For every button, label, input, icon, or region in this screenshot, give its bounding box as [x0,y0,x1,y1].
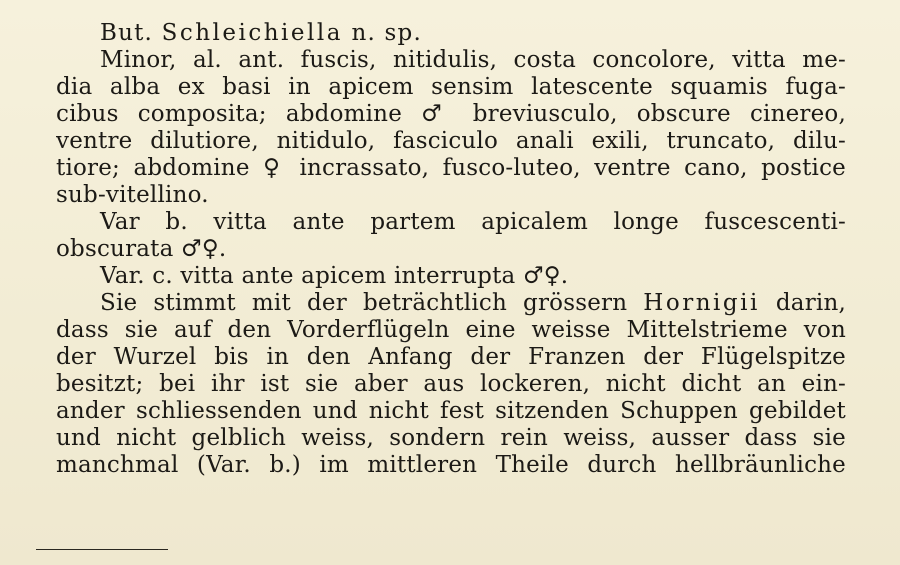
german-paragraph-line: der Wurzel bis in den Anfang der Franzen der Flügelspitze [56,344,846,370]
paragraph-text: Sie stimmt mit der beträchtlich grössern [100,290,628,316]
species-name: Schleichiella [161,20,343,46]
description-line: tiore; abdomine ♀ incrassato, fusco-luteo, ventre cano, postice [56,155,846,181]
paragraph-text: darin, [775,290,846,316]
variety-b-line: Var b. vitta ante partem apicalem longe fuscescenti- [100,209,846,235]
german-paragraph-line: manchmal (Var. b.) im mittleren Theile durch hellbräunliche [56,452,846,478]
species-reference: Hornigii [643,290,760,316]
variety-c-line: Var. c. vitta ante apicem interrupta ♂♀. [100,263,569,289]
genus-abbreviation: But. [100,20,154,46]
description-line: ventre dilutiore, nitidulo, fasciculo anali exili, truncato, dilu- [56,128,846,154]
german-paragraph-line: und nicht gelblich weiss, sondern rein weiss, ausser dass sie [56,425,846,451]
new-species-note: n. sp. [351,20,422,46]
footnote-rule [36,549,168,550]
german-paragraph-first-line [56,290,846,317]
description-line: cibus composita; abdomine ♂ breviusculo, obscure cinereo, [56,101,846,127]
german-paragraph-line: dass sie auf den Vorderflügeln eine weisse Mittelstrieme von [56,317,846,343]
description-line: dia alba ex basi in apicem sensim latescente squamis fuga- [56,74,846,100]
german-paragraph-line: besitzt; bei ihr ist sie aber aus lockeren, nicht dicht an ein- [56,371,846,397]
species-heading [56,20,846,47]
description-line: Minor, al. ant. fuscis, nitidulis, costa concolore, vitta me- [100,47,846,73]
description-line: sub-vitellino. [56,182,209,208]
german-paragraph-line: ander schliessenden und nicht fest sitzenden Schuppen gebildet [56,398,846,424]
page-text-block [56,20,846,479]
variety-b-line: obscurata ♂♀. [56,236,227,262]
